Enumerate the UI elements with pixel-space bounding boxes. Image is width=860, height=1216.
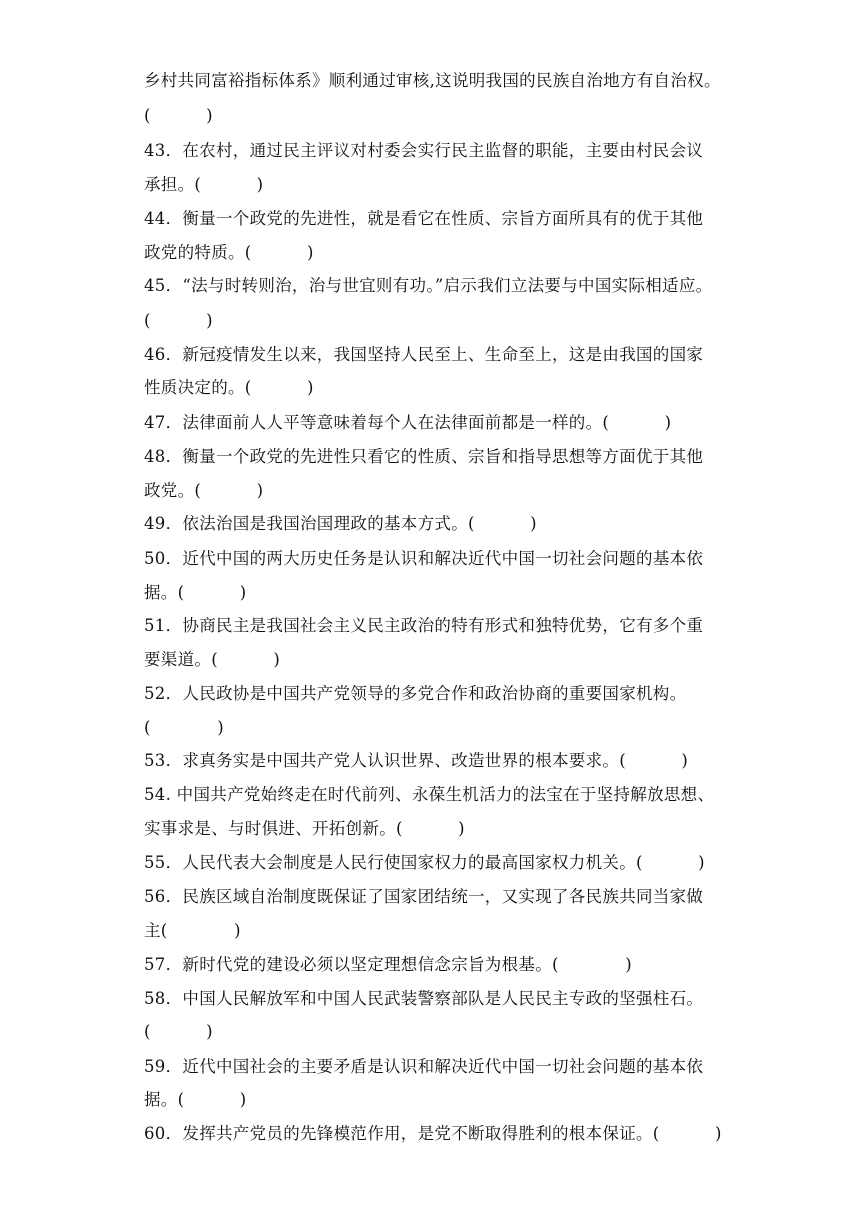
text-line: 51．协商民主是我国社会主义民主政治的特有形式和独特优势，它有多个重: [144, 616, 704, 635]
text-line: 53．求真务实是中国共产党人认识世界、改造世界的根本要求。( ): [144, 751, 689, 770]
text-line: 主( ): [144, 921, 241, 940]
text-line: 45．“法与时转则治，治与世宜则有功。”启示我们立法要与中国实际相适应。: [144, 276, 713, 295]
text-line: 49．依法治国是我国治国理政的基本方式。( ): [144, 514, 537, 533]
text-line: 60．发挥共产党员的先锋模范作用，是党不断取得胜利的根本保证。( ): [144, 1124, 722, 1143]
text-line: ( ): [144, 718, 225, 737]
text-line: 52．人民政协是中国共产党领导的多党合作和政治协商的重要国家机构。: [144, 684, 687, 703]
text-line: 46．新冠疫情发生以来，我国坚持人民至上、生命至上，这是由我国的国家: [144, 345, 704, 364]
text-line: 56．民族区域自治制度既保证了国家团结统一，又实现了各民族共同当家做: [144, 887, 704, 906]
text-line: 43．在农村，通过民主评议对村委会实行民主监督的职能，主要由村民会议: [144, 141, 704, 160]
text-line: ( ): [144, 1022, 213, 1041]
text-line: 57．新时代党的建设必须以坚定理想信念宗旨为根基。( ): [144, 955, 633, 974]
text-line: ( ): [144, 311, 213, 330]
text-line: 55．人民代表大会制度是人民行使国家权力的最高国家权力机关。( ): [144, 853, 705, 872]
text-line: 54. 中国共产党始终走在时代前列、永葆生机活力的法宝在于坚持解放思想、: [144, 785, 715, 804]
text-line: 48．衡量一个政党的先进性只看它的性质、宗旨和指导思想等方面优于其他: [144, 447, 704, 466]
text-line: 59．近代中国社会的主要矛盾是认识和解决近代中国一切社会问题的基本依: [144, 1057, 704, 1076]
text-line: 50．近代中国的两大历史任务是认识和解决近代中国一切社会问题的基本依: [144, 549, 704, 568]
text-line: 乡村共同富裕指标体系》顺利通过审核,这说明我国的民族自治地方有自治权。: [144, 71, 721, 90]
text-line: 政党的特质。( ): [144, 243, 314, 262]
text-line: 据。( ): [144, 1090, 247, 1109]
text-line: 58．中国人民解放军和中国人民武装警察部队是人民民主专政的坚强柱石。: [144, 989, 704, 1008]
text-line: 承担。( ): [144, 175, 264, 194]
text-line: 44．衡量一个政党的先进性，就是看它在性质、宗旨方面所具有的优于其他: [144, 209, 704, 228]
text-line: 据。( ): [144, 583, 247, 602]
text-line: 性质决定的。( ): [144, 378, 314, 397]
text-line: ( ): [144, 106, 213, 125]
text-line: 47．法律面前人人平等意味着每个人在法律面前都是一样的。( ): [144, 413, 672, 432]
text-line: 要渠道。( ): [144, 650, 281, 669]
text-line: 实事求是、与时俱进、开拓创新。( ): [144, 819, 465, 838]
text-line: 政党。( ): [144, 481, 264, 500]
